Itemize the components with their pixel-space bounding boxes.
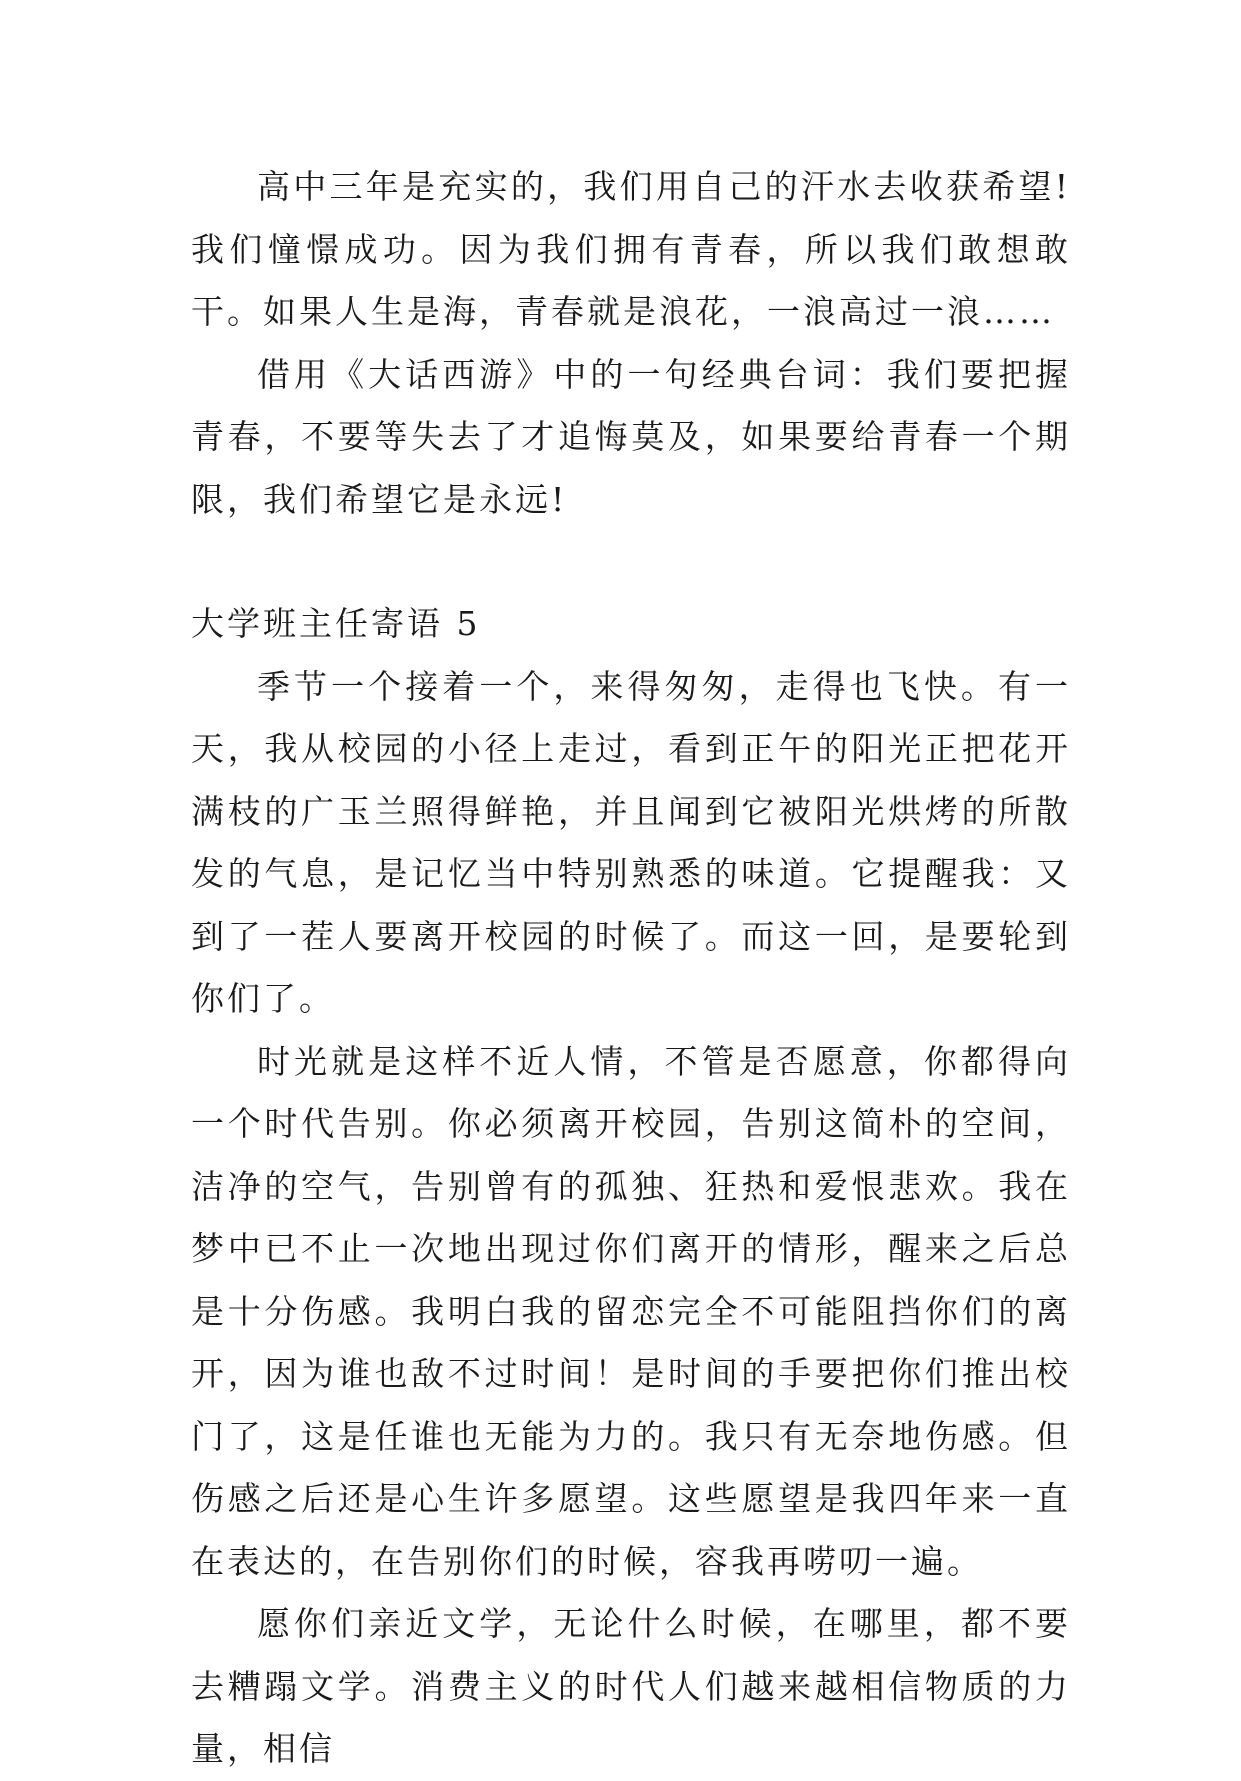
paragraph: 时光就是这样不近人情，不管是否愿意，你都得向一个时代告别。你必须离开校园，告别这简朴的空间，洁净的空气，告别曾有的孤独、狂热和爱恨悲欢。我在梦中已不止一次地出现过你们离开的情形，醒来之后总是十分伤感。我明白我的留恋完全不可能阻挡你们的离开，因为谁也敌不过时间！是时间的手要把你们推出校门了，这是任谁也无能为力的。我只有无奈地伤感。但伤感之后还是心生许多愿望。这些愿望是我四年来一直在表达的，在告别你们的时候，容我再唠叨一遍。	[191, 1041, 1071, 1581]
paragraph: 高中三年是充实的，我们用自己的汗水去收获希望!我们憧憬成功。因为我们拥有青春，所以我们敢想敢干。如果人生是海，青春就是浪花，一浪高过一浪……	[191, 167, 1071, 331]
document-body	[191, 156, 1071, 1781]
paragraph: 借用《大话西游》中的一句经典台词：我们要把握青春，不要等失去了才追悔莫及，如果要给青春一个期限，我们希望它是永远!	[191, 354, 1071, 519]
section-heading: 大学班主任寄语 5	[191, 604, 481, 643]
paragraph: 季节一个接着一个，来得匆匆，走得也飞快。有一天，我从校园的小径上走过，看到正午的阳光正把花开满枝的广玉兰照得鲜艳，并且闻到它被阳光烘烤的所散发的气息，是记忆当中特别熟悉的味道。它提醒我：又到了一茬人要离开校园的时候了。而这一回，是要轮到你们了。	[191, 666, 1071, 1018]
paragraph: 愿你们亲近文学，无论什么时候，在哪里，都不要去糟蹋文学。消费主义的时代人们越来越相信物质的力量，相信	[191, 1604, 1071, 1768]
